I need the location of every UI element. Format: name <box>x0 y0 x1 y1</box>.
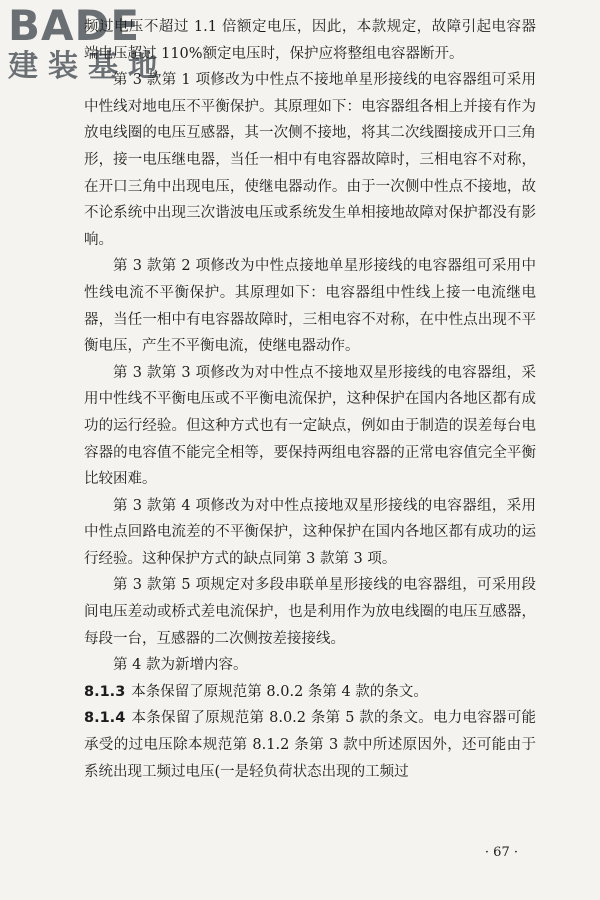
paragraph-continuation: 频过电压不超过 1.1 倍额定电压，因此，本款规定，故障引起电容器端电压超过 110%额定电压时，保护应将整组电容器断开。 <box>84 19 536 62</box>
clause-8-1-3 <box>84 679 536 706</box>
page-number: · 67 · <box>484 845 518 860</box>
logo-subtitle: 建装基地 <box>8 49 168 84</box>
paragraph: 第 3 款第 4 项修改为对中性点接地双星形接线的电容器组，采用中性点回路电流差的不平衡保护，这种保护在国内各地区都有成功的运行经验。这种保护方式的缺点同第 3 款第 3 项。 <box>84 497 536 567</box>
logo-brand: BADE <box>8 1 141 50</box>
body-text <box>84 14 536 785</box>
paragraph: 第 3 款第 1 项修改为中性点不接地单星形接线的电容器组可采用中性线对地电压不平衡保护。其原理如下：电容器组各相上并接有作为放电线圈的电压互感器，其一次侧不接地，将其二次线圈接成开口三角形，接一电压继电器，当任一相中有电容器故障时，三相电容不对称，在开口三角中出现电压，使继电器动作。由于一次侧中性点不接地，故不论系统中出现三次谐波电压或系统发生单相接地故障对保护都没有影响。 <box>84 72 536 248</box>
paragraph: 第 3 款第 2 项修改为中性点接地单星形接线的电容器组可采用中性线电流不平衡保护。其原理如下：电容器组中性线上接一电流继电器，当任一相中有电容器故障时，三相电容不对称，在中性点出现不平衡电压，产生不平衡电流，使继电器动作。 <box>84 258 536 355</box>
paragraph: 第 3 款第 5 项规定对多段串联单星形接线的电容器组，可采用段间电压差动或桥式差电流保护，也是利用作为放电线圈的电压互感器，每段一台，互感器的二次侧按差接接线。 <box>84 577 536 647</box>
clause-text: 本条保留了原规范第 8.0.2 条第 4 款的条文。 <box>131 683 428 700</box>
clause-8-1-4 <box>84 705 536 785</box>
paragraph: 第 3 款第 3 项修改为对中性点不接地双星形接线的电容器组，采用中性线不平衡电压或不平衡电流保护，这种保护在国内各地区都有成功的运行经验。但这种方式也有一定缺点，例如由于制造的误差每台电容器的电容值不能完全相等，要保持两组电容器的正常电容值完全平衡比较困难。 <box>84 364 536 488</box>
clause-text: 本条保留了原规范第 8.0.2 条第 5 款的条文。电力电容器可能承受的过电压除本规范第 8.1.2 条第 3 款中所述原因外，还可能由于系统出现工频过电压(一是轻负荷状态出现的工频过 <box>84 710 536 780</box>
clause-number: 8.1.3 <box>84 683 126 700</box>
paragraph: 第 4 款为新增内容。 <box>113 657 248 674</box>
clause-number: 8.1.4 <box>84 710 126 727</box>
